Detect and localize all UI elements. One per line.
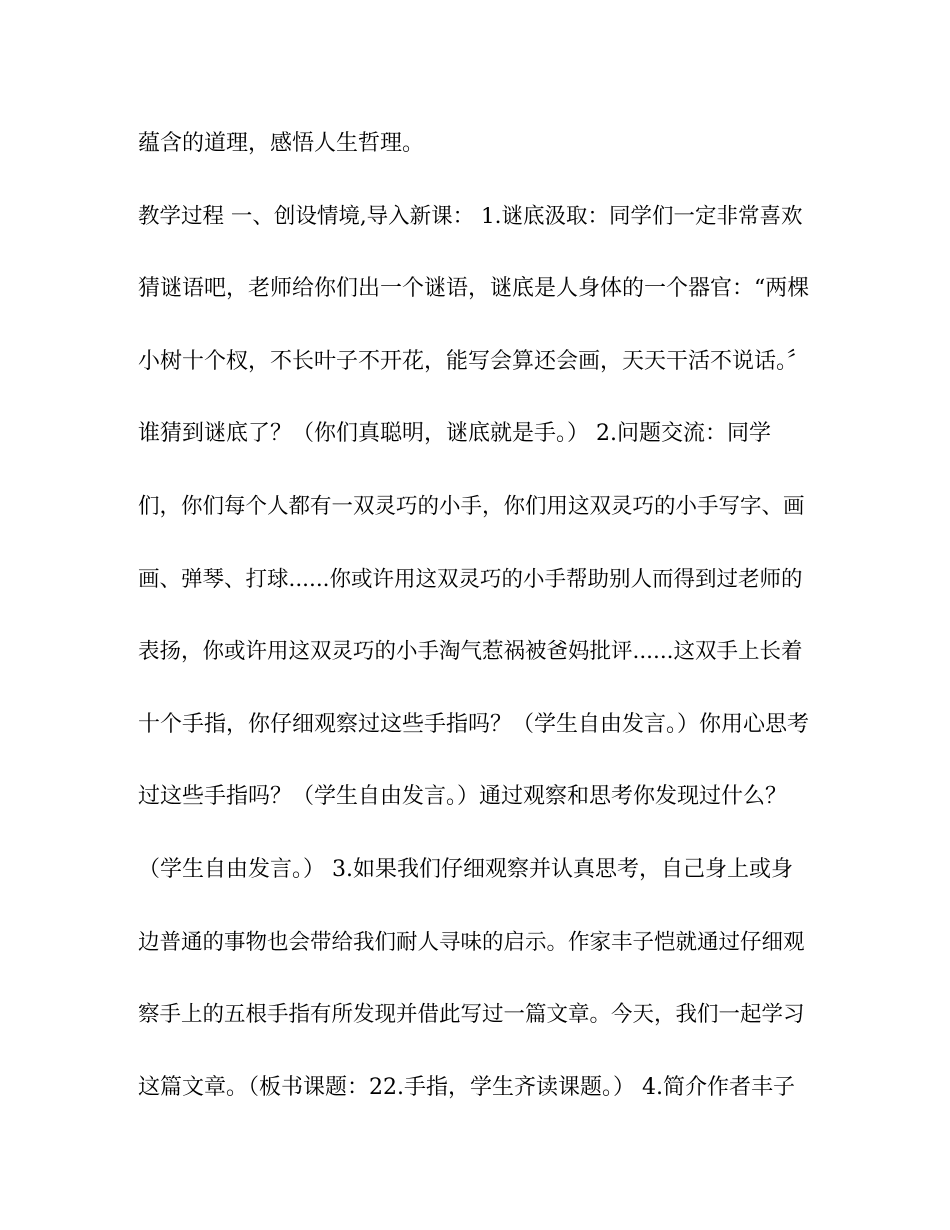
text-line: 表扬，你或许用这双灵巧的小手淘气惹祸被爸妈批评......这双手上长着: [138, 639, 803, 665]
text-line: 们，你们每个人都有一双灵巧的小手，你们用这双灵巧的小手写字、画: [138, 493, 805, 519]
text-line: （学生自由发言。） 3.如果我们仔细观察并认真思考，自己身上或身: [138, 856, 793, 882]
text-line: 小树十个杈，不长叶子不开花，能写会算还会画，天天干活不说话。〞: [138, 348, 810, 374]
text-line: 画、弹琴、打球......你或许用这双灵巧的小手帮助别人而得到过老师的: [138, 566, 803, 592]
body-text: [138, 124, 814, 1140]
text-line: 谁猜到谜底了？（你们真聪明，谜底就是手。） 2.问题交流：同学: [138, 421, 771, 447]
text-line: 边普通的事物也会带给我们耐人寻味的启示。作家丰子恺就通过仔细观: [138, 929, 805, 955]
text-line: 这篇文章。（板书课题：22.手指，学生齐读课题。） 4.简介作者丰子: [138, 1074, 795, 1100]
text-line: 蕴含的道理，感悟人生哲理。: [138, 131, 425, 156]
text-line: 猜谜语吧，老师给你们出一个谜语，谜底是人身体的一个器官：“两棵: [138, 276, 810, 302]
text-line: 十个手指，你仔细观察过这些手指吗？（学生自由发言。）你用心思考: [138, 711, 810, 737]
text-line: 过这些手指吗？（学生自由发言。）通过观察和思考你发现过什么？: [138, 784, 788, 810]
text-line: 察手上的五根手指有所发现并借此写过一篇文章。今天，我们一起学习: [138, 1002, 805, 1028]
text-line: 教学过程 一、创设情境,导入新课： 1.谜底汲取：同学们一定非常喜欢: [138, 203, 803, 229]
